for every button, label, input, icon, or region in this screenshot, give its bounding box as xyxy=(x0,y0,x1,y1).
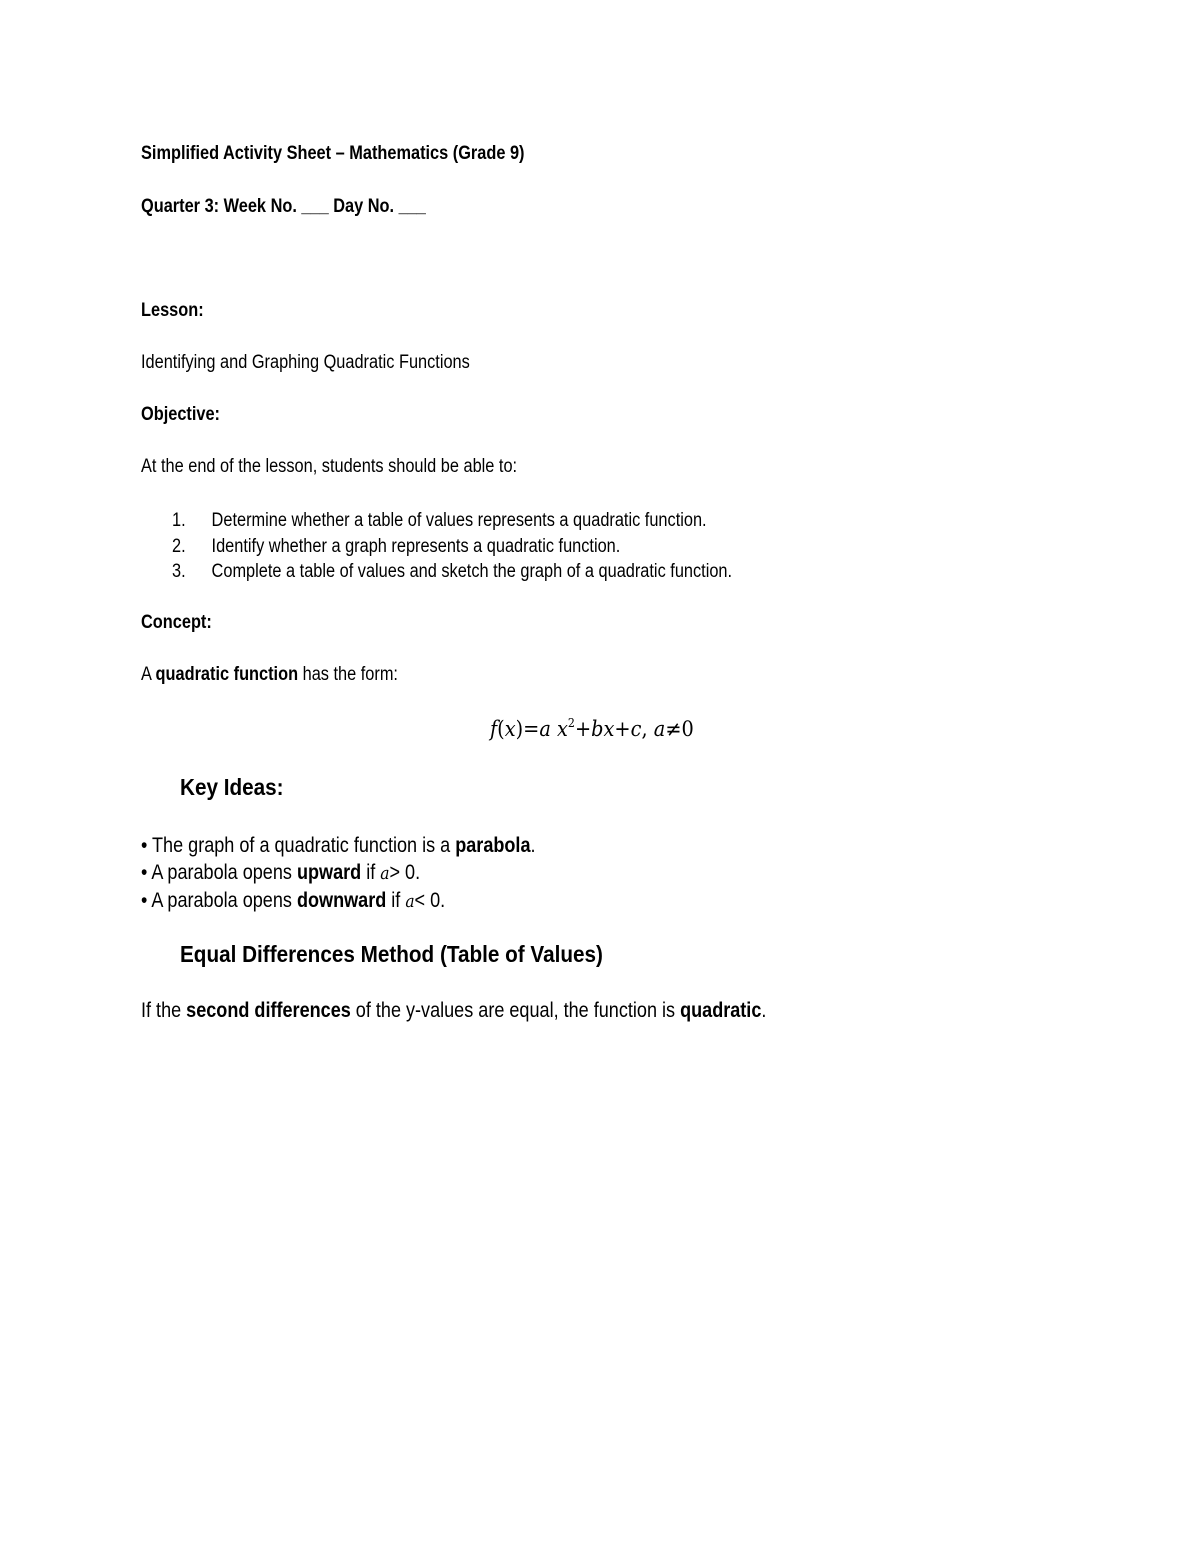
key-idea-relation: < 0. xyxy=(414,889,446,912)
formula-equals: = xyxy=(523,717,540,741)
key-idea-relation: > 0. xyxy=(389,861,421,884)
formula-comma: , xyxy=(641,717,648,741)
key-idea-term: upward xyxy=(296,861,362,884)
quarter-week-day-line: Quarter 3: Week No. ___ Day No. ___ xyxy=(141,196,426,217)
formula-x-squared: x xyxy=(557,717,568,741)
key-idea-variable: a xyxy=(405,891,415,912)
key-idea-item xyxy=(141,832,536,859)
key-idea-pre: • A parabola opens xyxy=(141,861,297,884)
key-idea-item xyxy=(141,887,536,915)
concept-heading: Concept: xyxy=(141,612,212,633)
key-idea-mid: if xyxy=(386,889,406,912)
equal-differences-mid: of the y-values are equal, the function is xyxy=(350,999,681,1022)
key-idea-pre: • The graph of a quadratic function is a xyxy=(141,834,456,857)
formula-f: f xyxy=(490,717,498,741)
objective-item-text: Complete a table of values and sketch the graph of a quadratic function. xyxy=(211,561,733,582)
concept-text-post: has the form: xyxy=(298,664,398,685)
formula-bx: bx xyxy=(591,717,615,741)
formula-a-2: a xyxy=(653,717,666,741)
formula-not-equal: ≠ xyxy=(665,717,682,741)
formula-x: x xyxy=(504,717,516,741)
key-idea-term: parabola xyxy=(455,834,531,857)
objective-item-text: Determine whether a table of values represents a quadratic function. xyxy=(211,510,707,531)
equal-differences-heading: Equal Differences Method (Table of Values) xyxy=(180,941,603,967)
key-idea-variable: a xyxy=(380,863,390,884)
formula-a: a xyxy=(539,717,551,741)
concept-text-pre: A xyxy=(141,664,156,685)
lesson-heading: Lesson: xyxy=(141,300,204,321)
objective-item-number: 2. xyxy=(172,535,186,557)
key-ideas-list xyxy=(141,832,536,915)
concept-term: quadratic function xyxy=(155,664,299,685)
formula-rparen: ) xyxy=(515,717,524,741)
formula-zero: 0 xyxy=(681,717,694,741)
equal-differences-term-1: second differences xyxy=(186,999,351,1022)
key-idea-mid: if xyxy=(361,861,381,884)
equal-differences-pre: If the xyxy=(141,999,187,1022)
key-idea-post: . xyxy=(530,834,536,857)
objective-intro: At the end of the lesson, students should be able to: xyxy=(141,456,518,477)
objective-list xyxy=(172,508,732,585)
objective-item-number: 1. xyxy=(172,510,186,531)
objective-item xyxy=(172,559,732,585)
key-idea-pre: • A parabola opens xyxy=(141,889,297,912)
equal-differences-term-2: quadratic xyxy=(680,999,762,1022)
key-idea-item xyxy=(141,859,536,887)
formula-plus-2: + xyxy=(614,717,631,741)
equal-differences-post: . xyxy=(761,999,767,1022)
objective-item-text: Identify whether a graph represents a quadratic function. xyxy=(211,535,621,557)
concept-text xyxy=(141,664,398,686)
formula-plus-1: + xyxy=(574,717,592,741)
equal-differences-text xyxy=(141,999,766,1023)
objective-item xyxy=(172,534,732,560)
formula-lparen: ( xyxy=(497,717,505,741)
key-idea-term: downward xyxy=(296,889,387,912)
objective-item-number: 3. xyxy=(172,561,186,582)
objective-heading: Objective: xyxy=(141,404,221,425)
document-title: Simplified Activity Sheet – Mathematics (Grade 9) xyxy=(141,143,525,164)
lesson-text: Identifying and Graphing Quadratic Functions xyxy=(141,352,470,373)
objective-item xyxy=(172,508,732,534)
formula-exponent: 2 xyxy=(567,716,575,730)
formula-c: c xyxy=(630,717,642,741)
key-ideas-heading: Key Ideas: xyxy=(180,774,284,800)
quadratic-formula xyxy=(490,716,694,741)
